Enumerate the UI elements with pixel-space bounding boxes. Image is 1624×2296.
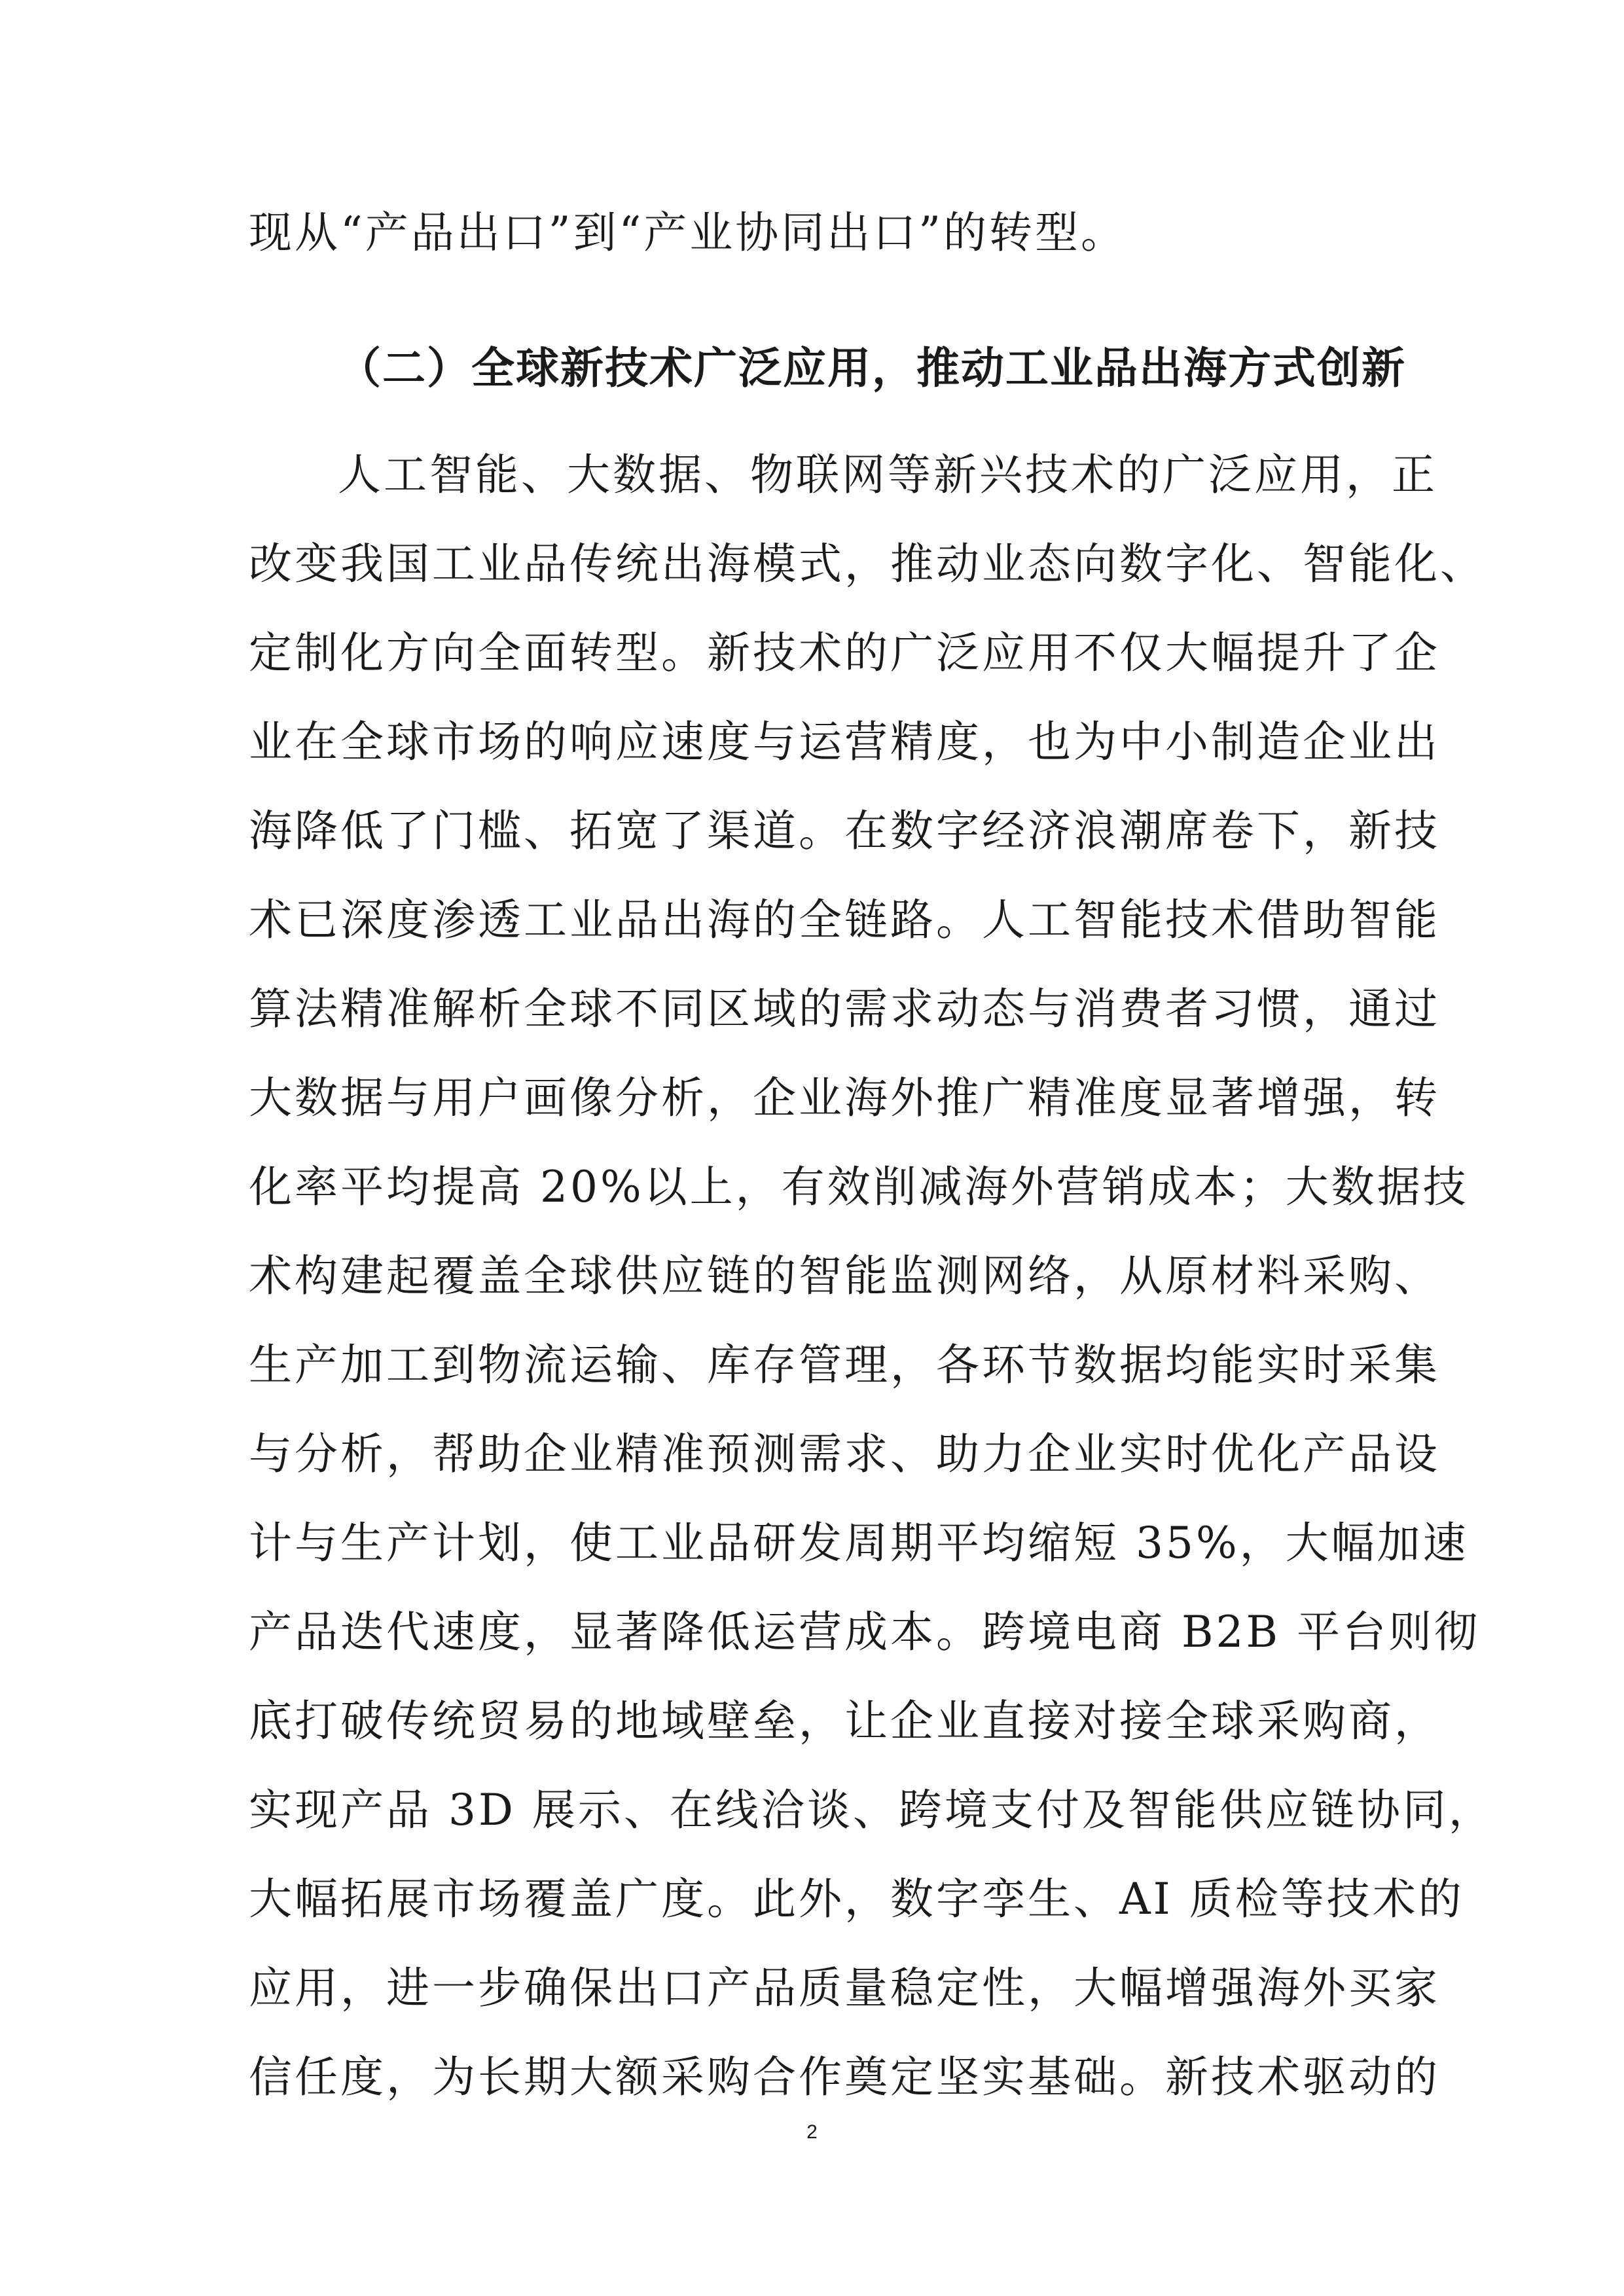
paragraph-line: 底打破传统贸易的地域壁垒，让企业直接对接全球采购商， bbox=[249, 1696, 1440, 1746]
paragraph-line: 化率平均提高 20%以上，有效削减海外营销成本；大数据技 bbox=[249, 1162, 1469, 1212]
paragraph-line: 现从“产品出口”到“产业协同出口”的转型。 bbox=[249, 207, 1127, 258]
paragraph-line: 产品迭代速度，显著降低运营成本。跨境电商 B2B 平台则彻 bbox=[249, 1607, 1480, 1657]
paragraph-line: 计与生产计划，使工业品研发周期平均缩短 35%，大幅加速 bbox=[249, 1518, 1469, 1568]
paragraph-line: 生产加工到物流运输、库存管理，各环节数据均能实时采集 bbox=[249, 1340, 1440, 1390]
paragraph-line: 改变我国工业品传统出海模式，推动业态向数字化、智能化、 bbox=[249, 539, 1486, 589]
paragraph-line: 实现产品 3D 展示、在线洽谈、跨境支付及智能供应链协同， bbox=[249, 1785, 1494, 1835]
paragraph-line: 大幅拓展市场覆盖广度。此外，数字孪生、AI 质检等技术的 bbox=[249, 1874, 1464, 1924]
paragraph-line: 应用，进一步确保出口产品质量稳定性，大幅增强海外买家 bbox=[249, 1963, 1440, 2013]
paragraph-line: 算法精准解析全球不同区域的需求动态与消费者习惯，通过 bbox=[249, 984, 1440, 1034]
paragraph-line: 定制化方向全面转型。新技术的广泛应用不仅大幅提升了企 bbox=[249, 628, 1440, 678]
page-number: 2 bbox=[806, 2121, 818, 2143]
paragraph-line: 大数据与用户画像分析，企业海外推广精准度显著增强，转 bbox=[249, 1073, 1440, 1123]
paragraph-line: 与分析，帮助企业精准预测需求、助力企业实时优化产品设 bbox=[249, 1429, 1440, 1479]
paragraph-line: 业在全球市场的响应速度与运营精度，也为中小制造企业出 bbox=[249, 717, 1440, 767]
paragraph-line: 信任度，为长期大额采购合作奠定坚实基础。新技术驱动的 bbox=[249, 2052, 1440, 2102]
paragraph-line: 术已深度渗透工业品出海的全链路。人工智能技术借助智能 bbox=[249, 895, 1440, 945]
paragraph-line: 人工智能、大数据、物联网等新兴技术的广泛应用，正 bbox=[338, 450, 1437, 500]
section-heading: （二）全球新技术广泛应用，推动工业品出海方式创新 bbox=[338, 342, 1406, 393]
paragraph-line: 海降低了门槛、拓宽了渠道。在数字经济浪潮席卷下，新技 bbox=[249, 806, 1440, 856]
paragraph-line: 术构建起覆盖全球供应链的智能监测网络，从原材料采购、 bbox=[249, 1251, 1440, 1301]
